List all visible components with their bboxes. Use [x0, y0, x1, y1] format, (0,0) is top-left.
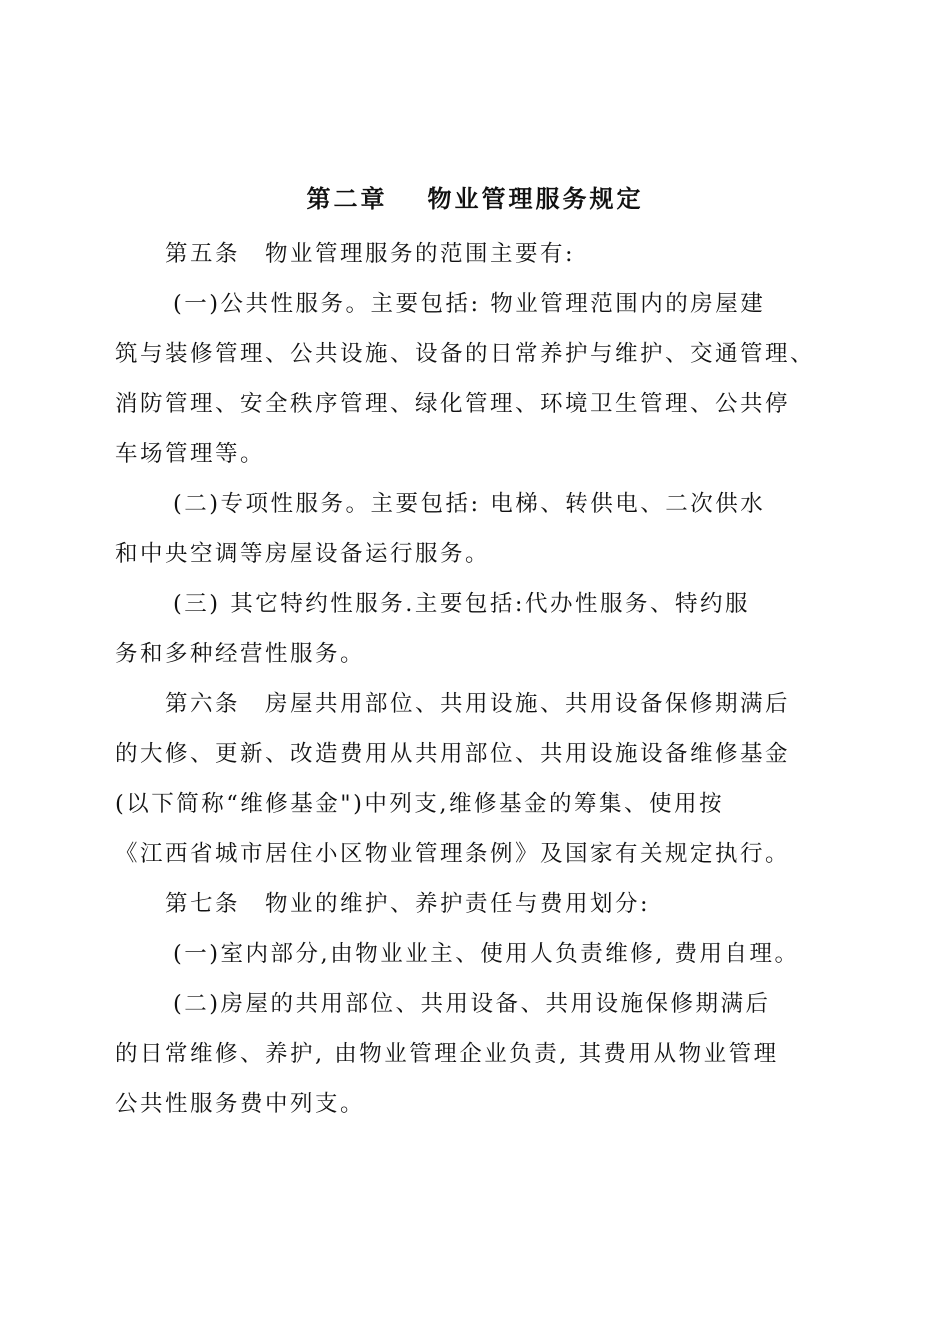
article-6-line-3: (以下简称“维修基金")中列支,维修基金的筹集、使用按: [115, 791, 725, 817]
article-5-item-2-line-2: 和中央空调等房屋设备运行服务。: [115, 541, 491, 567]
article-5-item-1-line-2: 筑与装修管理、公共设施、设备的日常养护与维护、交通管理、: [115, 341, 816, 367]
article-5-item-1-line-1: (一)公共性服务。主要包括: 物业管理范围内的房屋建: [173, 291, 766, 317]
article-7-item-2-line-1: (二)房屋的共用部位、共用设备、共用设施保修期满后: [173, 991, 771, 1017]
article-5-item-1-line-4: 车场管理等。: [115, 441, 266, 467]
article-5-item-3-line-2: 务和多种经营性服务。: [115, 641, 366, 667]
article-7-heading: 第七条 物业的维护、养护责任与费用划分:: [165, 891, 651, 917]
article-5-item-2-line-1: (二)专项性服务。主要包括: 电梯、转供电、二次供水: [173, 491, 766, 517]
article-7-item-2-line-2: 的日常维修、养护, 由物业管理企业负责, 其费用从物业管理: [115, 1041, 779, 1067]
chapter-heading: [0, 181, 950, 217]
article-6-line-1: 第六条 房屋共用部位、共用设施、共用设备保修期满后: [165, 691, 791, 717]
article-6-line-4: 《江西省城市居住小区物业管理条例》及国家有关规定执行。: [115, 841, 791, 867]
chapter-number: 第二章: [306, 184, 388, 213]
document-body: [115, 229, 850, 1129]
article-5-item-3-line-1: (三) 其它特约性服务.主要包括:代办性服务、特约服: [173, 591, 750, 617]
article-6-line-2: 的大修、更新、改造费用从共用部位、共用设施设备维修基金: [115, 741, 791, 767]
article-7-item-1: (一)室内部分,由物业业主、使用人负责维修, 费用自理。: [173, 941, 800, 967]
article-5-heading: 第五条 物业管理服务的范围主要有:: [165, 241, 576, 267]
chapter-title: 物业管理服务规定: [427, 184, 644, 213]
article-5-item-1-line-3: 消防管理、安全秩序管理、绿化管理、环境卫生管理、公共停: [115, 391, 791, 417]
article-7-item-2-line-3: 公共性服务费中列支。: [115, 1091, 366, 1117]
